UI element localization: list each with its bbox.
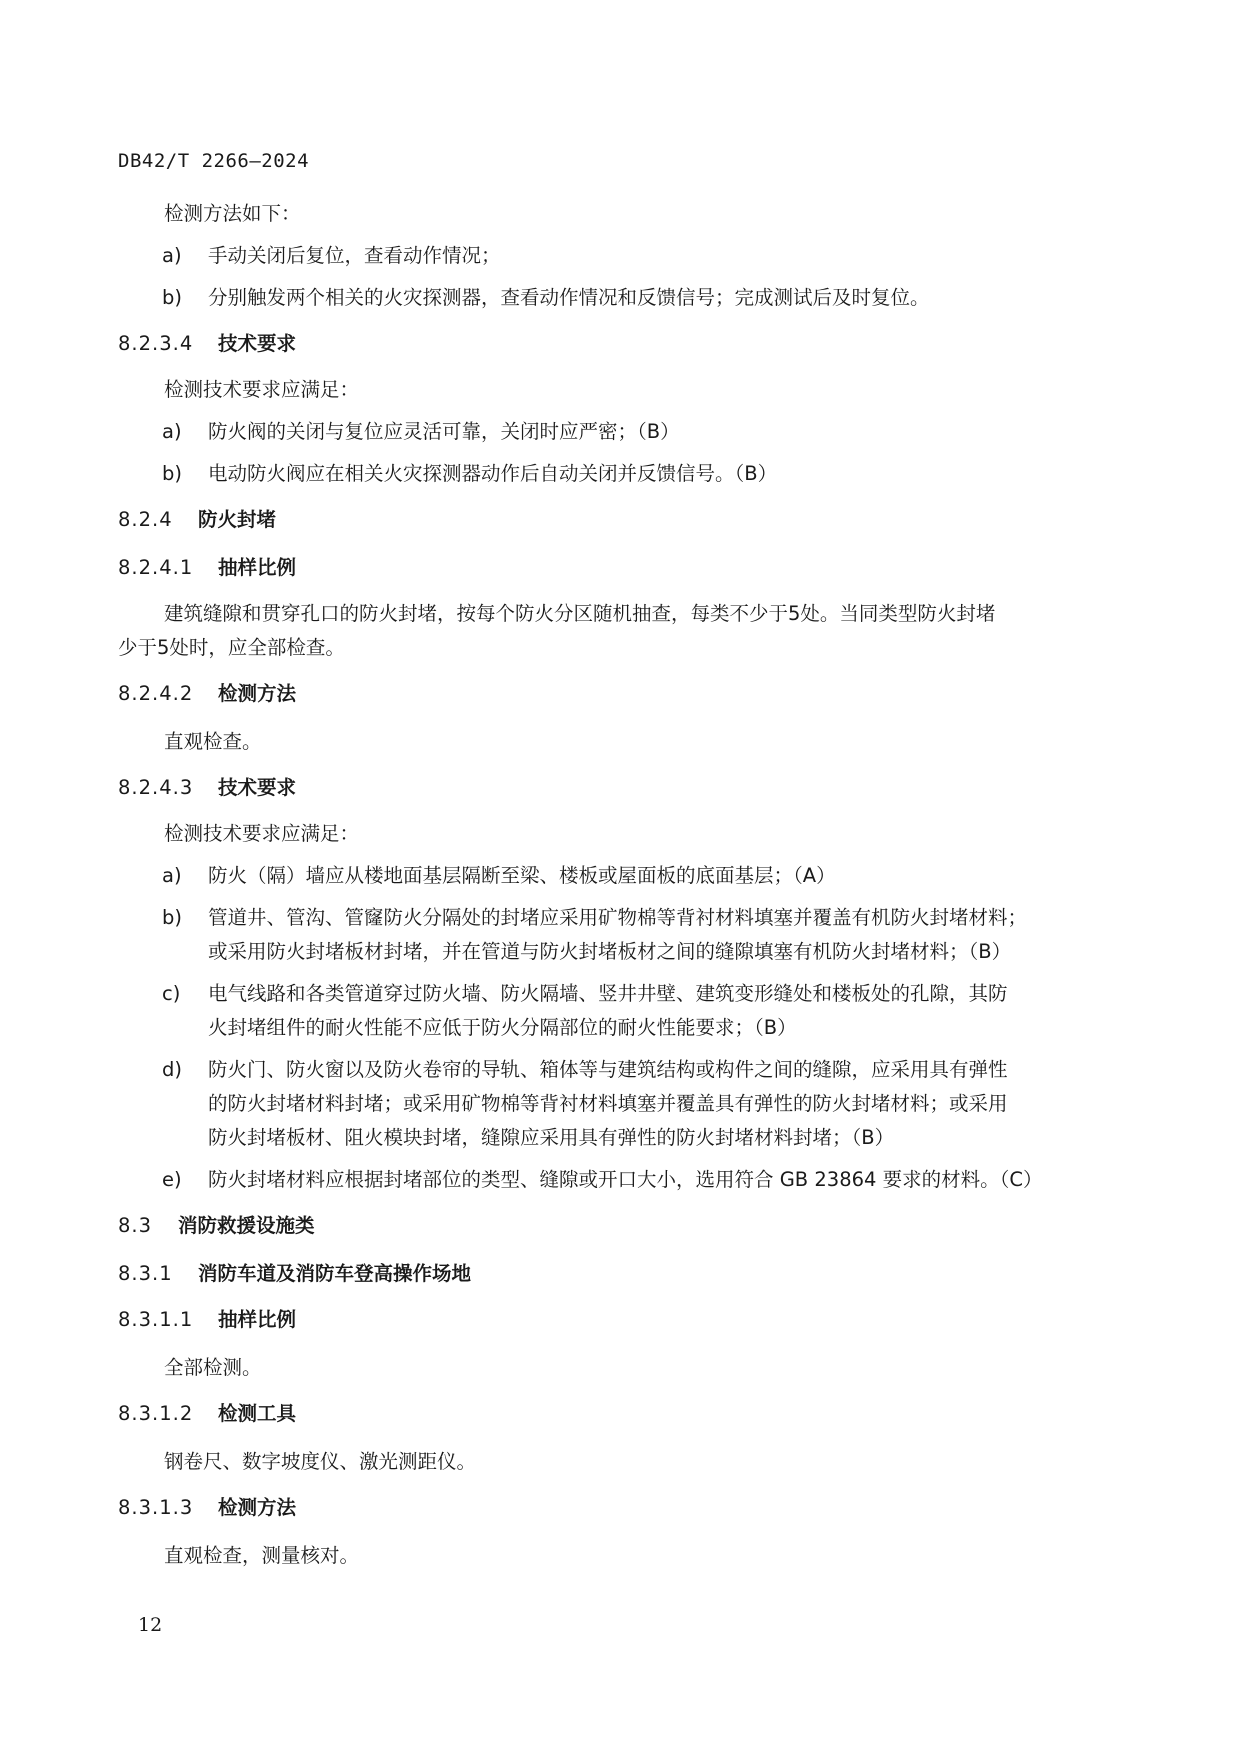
section-heading-8-2-3-4	[118, 330, 296, 358]
section-heading-8-3-1-2	[118, 1400, 296, 1428]
section-heading-8-3-1-1	[118, 1306, 296, 1334]
section-number: 8.2.4.2	[118, 682, 194, 705]
section-heading-8-2-4	[118, 506, 276, 534]
req2-item-d-cont2: 防火封堵板材、阻火模块封堵，缝隙应采用具有弹性的防火封堵材料封堵；（B）	[208, 1126, 895, 1149]
section-title: 消防救援设施类	[178, 1214, 315, 1237]
section-number: 8.2.4	[118, 508, 173, 531]
item-text: 手动关闭后复位，查看动作情况；	[208, 244, 501, 267]
sampling-paragraph-line1: 建筑缝隙和贯穿孔口的防火封堵，按每个防火分区随机抽查，每类不少于5处。当同类型防火封堵	[164, 602, 996, 625]
method-item-a	[162, 242, 501, 270]
item-marker: a)	[162, 244, 182, 267]
section-title: 检测方法	[218, 1496, 297, 1519]
req2-item-c	[162, 980, 1008, 1008]
req1-item-b	[162, 460, 777, 488]
section-title: 技术要求	[218, 776, 297, 799]
tools-text: 钢卷尺、数字坡度仪、激光测距仪。	[164, 1450, 477, 1473]
req2-item-b-cont: 或采用防火封堵板材封堵，并在管道与防火封堵板材之间的缝隙填塞有机防火封堵材料；（B）	[208, 940, 1012, 963]
section-number: 8.2.4.3	[118, 776, 194, 799]
section-title: 检测工具	[218, 1402, 297, 1425]
item-marker: b)	[162, 462, 182, 485]
section-title: 技术要求	[218, 332, 297, 355]
req2-item-c-cont: 火封堵组件的耐火性能不应低于防火分隔部位的耐火性能要求；（B）	[208, 1016, 797, 1039]
section-heading-8-3-1	[118, 1260, 471, 1288]
section-heading-8-3-1-3	[118, 1494, 296, 1522]
method-intro: 检测方法如下：	[164, 202, 301, 225]
item-text: 分别触发两个相关的火灾探测器，查看动作情况和反馈信号；完成测试后及时复位。	[208, 286, 930, 309]
method-item-b	[162, 284, 930, 312]
item-marker: a)	[162, 864, 182, 887]
item-text: 防火阀的关闭与复位应灵活可靠，关闭时应严密；（B）	[208, 420, 680, 443]
requirements-intro-1: 检测技术要求应满足：	[164, 378, 360, 401]
item-marker: e)	[162, 1168, 182, 1191]
req1-item-a	[162, 418, 680, 446]
section-number: 8.3.1.2	[118, 1402, 194, 1425]
section-title: 检测方法	[218, 682, 297, 705]
item-text: 电气线路和各类管道穿过防火墙、防火隔墙、竖井井壁、建筑变形缝处和楼板处的孔隙，其防	[208, 982, 1008, 1005]
item-marker: b)	[162, 286, 182, 309]
item-marker: a)	[162, 420, 182, 443]
section-heading-8-3	[118, 1212, 315, 1240]
section-heading-8-2-4-1	[118, 554, 296, 582]
visual-check-text: 直观检查。	[164, 730, 262, 753]
document-code: DB42/T 2266—2024	[118, 150, 310, 172]
item-text: 防火（隔）墙应从楼地面基层隔断至梁、楼板或屋面板的底面基层；（A）	[208, 864, 836, 887]
item-text: 管道井、管沟、管窿防火分隔处的封堵应采用矿物棉等背衬材料填塞并覆盖有机防火封堵材料；	[208, 906, 1028, 929]
page-number: 12	[138, 1614, 163, 1636]
item-marker: b)	[162, 906, 182, 929]
requirements-intro-2: 检测技术要求应满足：	[164, 822, 360, 845]
section-title: 消防车道及消防车登高操作场地	[198, 1262, 472, 1285]
req2-item-e	[162, 1166, 1042, 1194]
measure-check-text: 直观检查，测量核对。	[164, 1544, 360, 1567]
req2-item-d-cont1: 的防火封堵材料封堵；或采用矿物棉等背衬材料填塞并覆盖具有弹性的防火封堵材料；或采用	[208, 1092, 1008, 1115]
section-number: 8.3.1.3	[118, 1496, 194, 1519]
section-title: 抽样比例	[218, 1308, 297, 1331]
item-text: 电动防火阀应在相关火灾探测器动作后自动关闭并反馈信号。（B）	[208, 462, 778, 485]
section-number: 8.2.3.4	[118, 332, 194, 355]
section-title: 抽样比例	[218, 556, 297, 579]
section-number: 8.3.1.1	[118, 1308, 194, 1331]
section-number: 8.2.4.1	[118, 556, 194, 579]
req2-item-b	[162, 904, 1027, 932]
section-heading-8-2-4-3	[118, 774, 296, 802]
item-marker: c)	[162, 982, 181, 1005]
sampling-paragraph-line2: 少于5处时，应全部检查。	[118, 636, 345, 659]
full-check-text: 全部检测。	[164, 1356, 262, 1379]
section-title: 防火封堵	[198, 508, 277, 531]
req2-item-d	[162, 1056, 1008, 1084]
section-heading-8-2-4-2	[118, 680, 296, 708]
item-text: 防火门、防火窗以及防火卷帘的导轨、箱体等与建筑结构或构件之间的缝隙，应采用具有弹性	[208, 1058, 1008, 1081]
item-text: 防火封堵材料应根据封堵部位的类型、缝隙或开口大小，选用符合 GB 23864 要求的材料。（C）	[208, 1168, 1043, 1191]
req2-item-a	[162, 862, 836, 890]
item-marker: d)	[162, 1058, 182, 1081]
section-number: 8.3.1	[118, 1262, 173, 1285]
section-number: 8.3	[118, 1214, 153, 1237]
